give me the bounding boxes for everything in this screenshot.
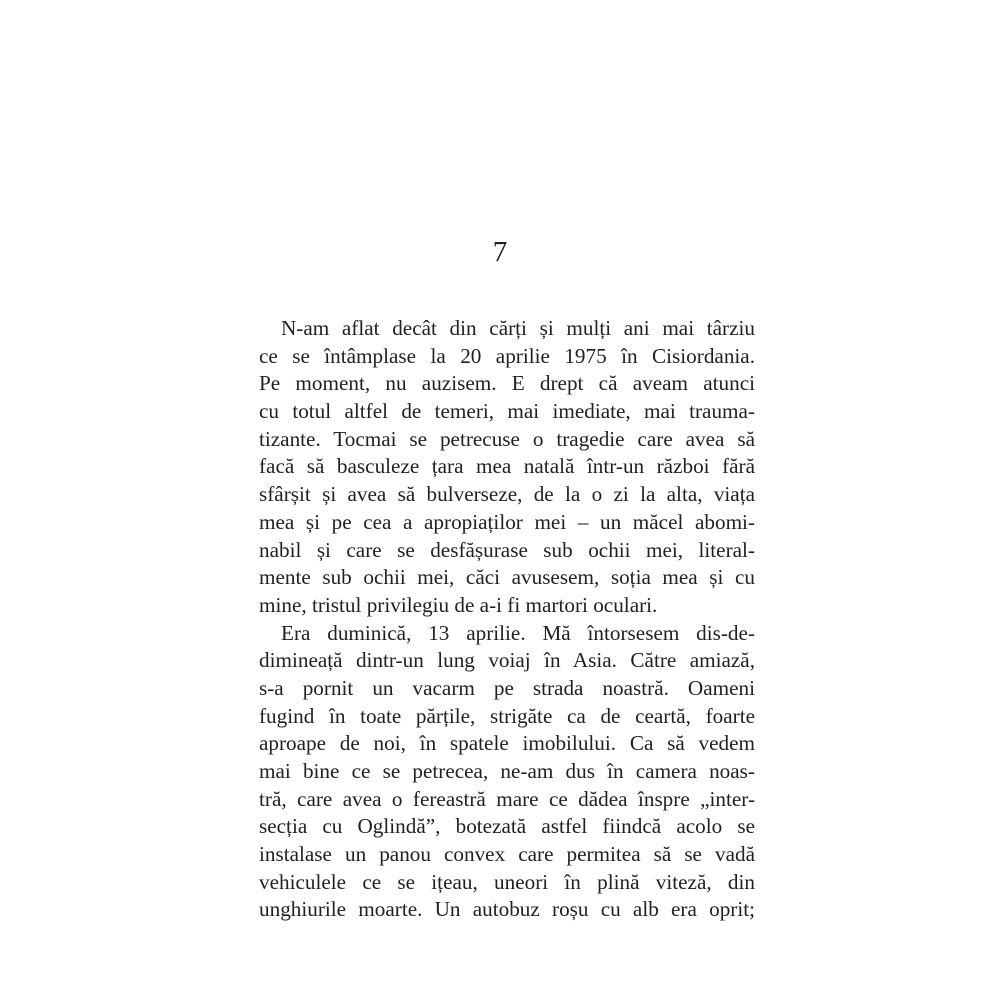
text-line: instalase un panou convex care permitea să se vadă xyxy=(259,842,755,867)
text-line: sfârșit și avea să bulverseze, de la o zi la alta, viața xyxy=(259,482,755,507)
text-line: unghiurile moarte. Un autobuz roșu cu alb era oprit; xyxy=(259,897,755,922)
text-line: dimineață dintr-un lung voiaj în Asia. Către amiază, xyxy=(259,648,755,673)
text-line: facă să basculeze țara mea natală într-un război fără xyxy=(259,454,755,479)
text-line: tră, care avea o fereastră mare ce dădea înspre „inter- xyxy=(259,786,755,811)
text-line: nabil și care se desfășurase sub ochii mei, literal- xyxy=(259,537,755,562)
paragraph-2 xyxy=(259,620,755,925)
text-line: mea și pe cea a apropiaților mei – un măcel abomi- xyxy=(259,509,755,534)
text-line: aproape de noi, în spatele imobilului. Ca să vedem xyxy=(259,731,755,756)
text-line: mai bine ce se petrecea, ne-am dus în camera noas- xyxy=(259,759,755,783)
text-line: secția cu Oglindă”, botezată astfel fiindcă acolo se xyxy=(259,814,755,839)
text-line: tizante. Tocmai se petrecuse o tragedie care avea să xyxy=(259,426,755,451)
body-text xyxy=(259,315,755,924)
text-line: Era duminică, 13 aprilie. Mă întorsesem dis-de- xyxy=(281,620,755,645)
text-line: N-am aflat decât din cărți și mulți ani mai târziu xyxy=(281,316,755,340)
paragraph-1 xyxy=(259,315,755,620)
text-line: mine, tristul privilegiu de a-i fi martori oculari. xyxy=(259,592,658,617)
text-line: Pe moment, nu auzisem. E drept că aveam atunci xyxy=(259,371,755,396)
text-line: s-a pornit un vacarm pe strada noastră. Oameni xyxy=(259,675,755,700)
text-line: vehiculele ce se ițeau, uneori în plină viteză, din xyxy=(259,869,755,894)
text-line: ce se întâmplase la 20 aprilie 1975 în Cisiordania. xyxy=(259,343,755,368)
text-line: fugind în toate părțile, strigăte ca de ceartă, foarte xyxy=(259,703,755,728)
text-line: cu totul altfel de temeri, mai imediate, mai trauma- xyxy=(259,399,755,424)
chapter-number: 7 xyxy=(492,236,508,268)
text-line: mente sub ochii mei, căci avusesem, soția mea și cu xyxy=(259,565,755,590)
